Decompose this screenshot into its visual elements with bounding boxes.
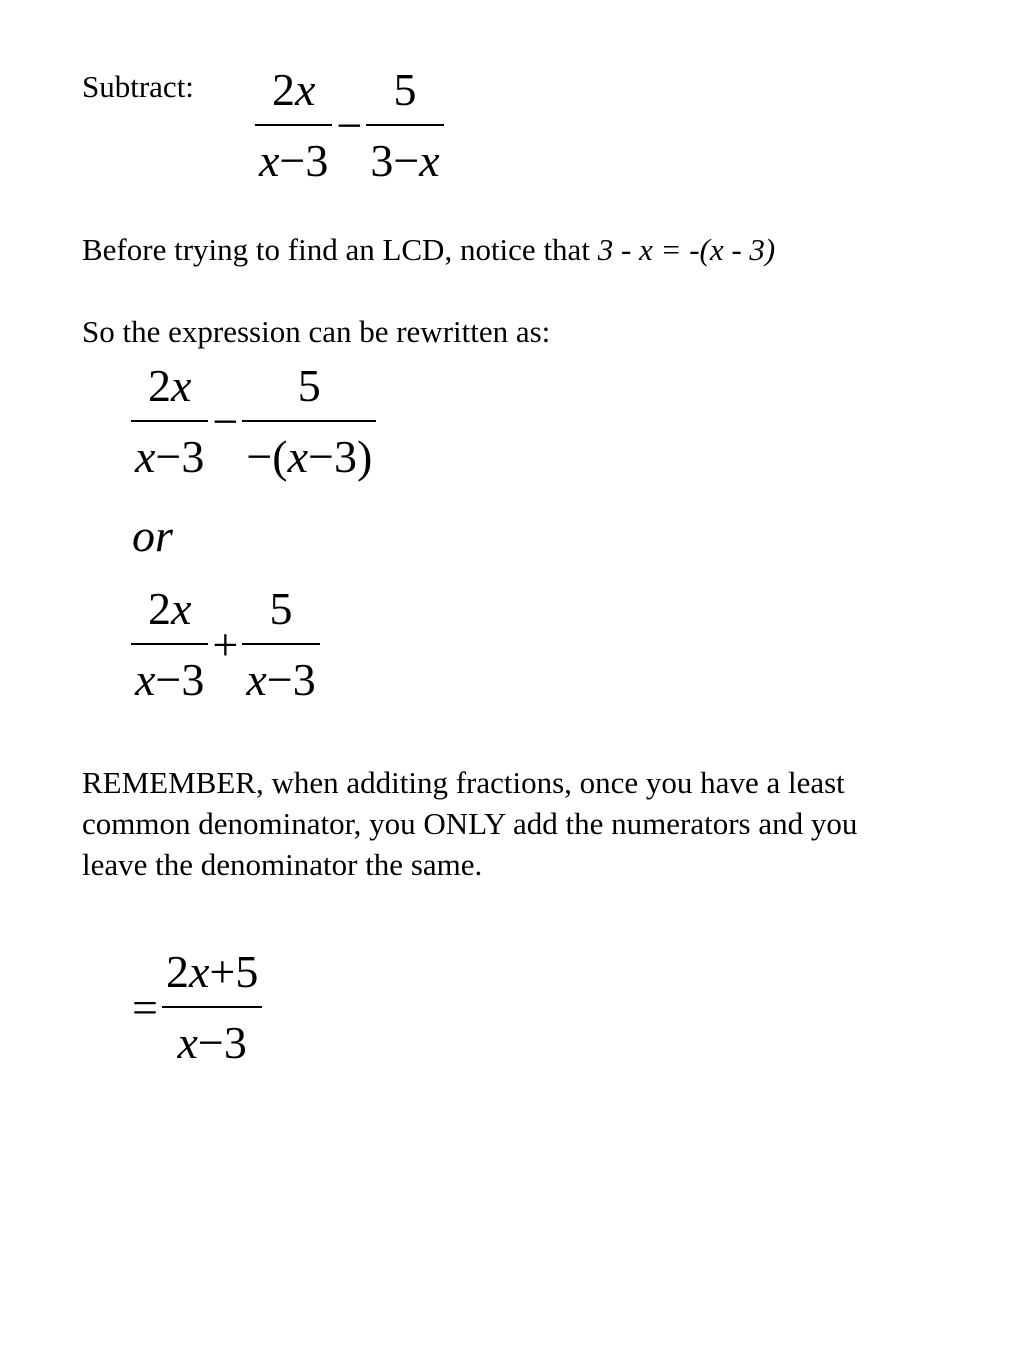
result-denominator [173, 1017, 250, 1069]
coef: 2 [271, 64, 295, 115]
variable: x [259, 135, 280, 186]
negation-prefix: −( [246, 431, 288, 482]
fraction-bar [366, 124, 443, 126]
variable: x [246, 654, 267, 705]
problem-fraction-1-numerator [268, 64, 319, 116]
alternate-fraction-1-numerator [144, 583, 195, 635]
coef: 2 [165, 946, 189, 997]
alternate-fraction-1-denominator [131, 654, 208, 706]
constant-term: +5 [209, 946, 259, 997]
minus-operator: − [212, 395, 239, 447]
rewrite-label: So the expression can be rewritten as: [82, 314, 551, 349]
rewrite-fraction-1-numerator [144, 360, 195, 412]
variable: x [170, 583, 192, 634]
result-fraction [162, 946, 262, 1069]
constant-term: −3 [279, 135, 329, 186]
problem-fraction-1 [255, 64, 332, 187]
problem-fraction-2 [366, 64, 443, 187]
remember-line: leave the denominator the same. [82, 847, 483, 882]
variable: x [135, 654, 156, 705]
coef: 2 [147, 360, 171, 411]
variable: x [177, 1017, 198, 1068]
variable: x [294, 64, 316, 115]
fraction-bar [131, 643, 208, 645]
fraction-bar [255, 124, 332, 126]
alternate-fraction-1 [131, 583, 208, 706]
alternate-expression [131, 583, 320, 706]
problem-fraction-1-denominator [255, 135, 332, 187]
problem-fraction-2-numerator: 5 [393, 64, 417, 115]
coef: 2 [147, 583, 171, 634]
variable: x [170, 360, 192, 411]
rewrite-fraction-1 [131, 360, 208, 483]
lcd-note-identity: 3 - x = -(x - 3) [597, 232, 776, 267]
lcd-note-text: Before trying to find an LCD, notice that [82, 232, 598, 267]
fraction-bar [242, 643, 319, 645]
alternate-fraction-2-numerator: 5 [269, 583, 293, 634]
fraction-bar [162, 1006, 262, 1008]
result-numerator [162, 946, 262, 998]
alternate-fraction-2 [242, 583, 319, 706]
alternate-fraction-2-denominator [242, 654, 319, 706]
variable: x [188, 946, 210, 997]
rewrite-fraction-2-numerator: 5 [297, 360, 321, 411]
minus-operator: − [336, 99, 363, 151]
problem-expression [255, 64, 444, 187]
lcd-note [82, 229, 775, 270]
constant-term: −3) [308, 431, 373, 482]
fraction-bar [242, 420, 376, 422]
result-expression [128, 946, 262, 1069]
remember-line: REMEMBER, when additing fractions, once you have a least [82, 765, 845, 800]
problem-fraction-2-denominator [366, 135, 443, 187]
variable: x [287, 431, 309, 482]
remember-line: common denominator, you ONLY add the numerators and you [82, 806, 858, 841]
variable: x [135, 431, 156, 482]
variable: x [419, 135, 440, 186]
remember-paragraph [82, 762, 962, 885]
constant-term: −3 [155, 431, 205, 482]
constant-term: −3 [266, 654, 316, 705]
rewrite-fraction-1-denominator [131, 431, 208, 483]
rewritten-expression [131, 360, 376, 483]
constant-term: −3 [197, 1017, 247, 1068]
plus-operator: + [212, 618, 239, 670]
constant-term: 3− [370, 135, 420, 186]
fraction-bar [131, 420, 208, 422]
equals-sign: = [132, 981, 158, 1033]
rewrite-fraction-2 [242, 360, 376, 483]
constant-term: −3 [155, 654, 205, 705]
subtract-label: Subtract: [82, 69, 194, 104]
or-word: or [132, 510, 173, 561]
rewrite-fraction-2-denominator [242, 431, 376, 483]
